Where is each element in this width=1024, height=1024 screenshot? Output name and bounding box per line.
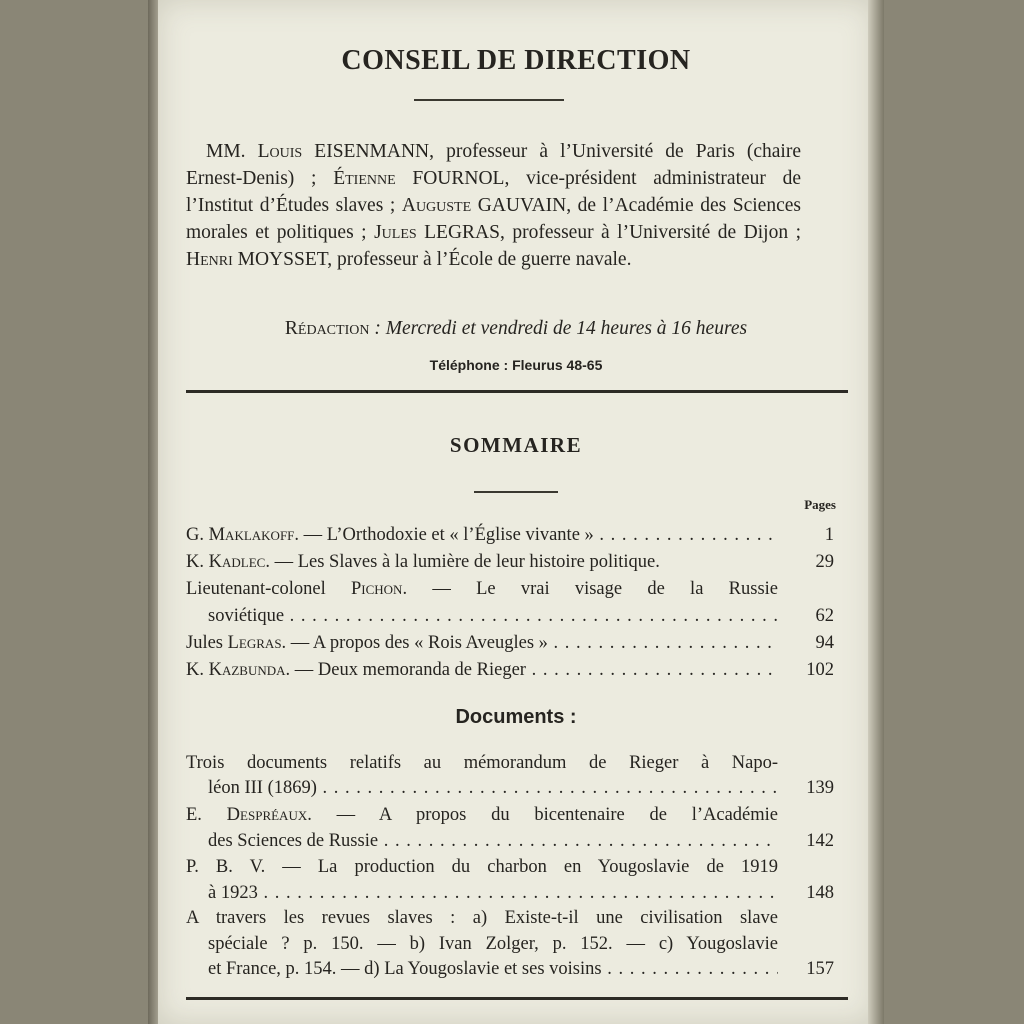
document-entry [186, 750, 834, 777]
toc-entry [186, 522, 834, 549]
council-title: CONSEIL DE DIRECTION [341, 45, 691, 76]
document-title: des Sciences de Russie . . . [186, 828, 778, 855]
member-last-name: LEGRAS [416, 222, 500, 243]
pages-column-label: Pages [804, 497, 836, 512]
section-divider [186, 390, 848, 393]
document-title: A travers les revues slaves : a) Existe-t-il une civilisation slave [186, 908, 778, 928]
page-edge-right [868, 0, 884, 1024]
members-text: , professeur à l’Université de Dijon ; [499, 222, 801, 243]
member-last-name: EISENMANN [302, 141, 430, 162]
toc-title: soviétique . . . [186, 603, 778, 630]
toc-author: K. Kazbunda [186, 660, 286, 680]
document-page: 157 [806, 959, 834, 979]
toc-author: Legras [227, 633, 282, 653]
toc-title: . — A propos des « Rois Aveugles » [281, 633, 548, 653]
bottom-rule [186, 997, 848, 1000]
document-title: spéciale ? p. 150. — b) Ivan Zolger, p. 152. — c) Yougoslavie [208, 934, 778, 954]
document-author: E. Despréaux [186, 805, 308, 825]
member-first-name: Louis [257, 141, 303, 162]
member-first-name: Henri [186, 249, 233, 270]
toc-entry-continuation [186, 603, 834, 630]
toc-title: . — Le vrai visage de la Russie [402, 579, 778, 599]
document-entry-continuation [186, 828, 834, 855]
member-first-name: Jules [374, 222, 417, 243]
members-text: , vice-président administrateur de l’Institut d’Études slaves ; [186, 168, 802, 216]
document-entry [186, 854, 834, 881]
member-first-name: Étienne [333, 168, 396, 189]
document-title: . — A propos du bicentenaire de l’Académie [307, 805, 779, 825]
member-first-name: Auguste [401, 195, 472, 216]
toc-entry [186, 576, 834, 603]
toc-author: Pichon [350, 579, 403, 599]
document-entry [186, 905, 834, 932]
document-title: à 1923 . . . [186, 880, 778, 907]
document-page: 142 [806, 831, 834, 851]
sommaire-heading: SOMMAIRE [449, 433, 583, 457]
document-entry-continuation [186, 931, 834, 958]
document-page: 139 [806, 778, 834, 798]
members-text: MM. [206, 141, 258, 162]
document-title: et France, p. 154. — d) La Yougoslavie et ses voisins . . . [186, 956, 778, 983]
toc-entry [186, 549, 834, 576]
member-last-name: MOYSSET [232, 249, 328, 270]
document-entry-continuation [186, 775, 834, 802]
members-text: , professeur à l’Université de Paris (chaire Ernest-Denis) ; [186, 141, 801, 189]
toc-page: 94 [815, 633, 834, 653]
toc-entry [186, 630, 834, 657]
toc-author: K. Kadlec [186, 552, 266, 572]
document-title: P. B. V. — La production du charbon en Yougoslavie de 1919 [186, 857, 778, 877]
redaction-text: : Mercredi et vendredi de 14 heures à 16 heures [369, 318, 748, 339]
toc-page: 102 [806, 660, 834, 680]
document-title: léon III (1869) . . . [186, 775, 778, 802]
toc-page: 1 [824, 525, 834, 545]
toc-page: 62 [815, 606, 834, 626]
toc-page: 29 [815, 552, 834, 572]
document-entry [186, 802, 834, 829]
member-last-name: FOURNOL [395, 168, 505, 189]
redaction-label: Rédaction [284, 318, 370, 339]
toc-author: G. Maklakoff [186, 525, 295, 545]
title-rule [414, 99, 564, 101]
members-text: , de l’Académie des Sciences morales et politiques ; [186, 195, 801, 243]
document-title: Trois documents relatifs au mémorandum de Rieger à Napo- [186, 753, 778, 773]
members-text: , professeur à l’École de guerre navale. [327, 249, 632, 270]
redaction-hours [158, 318, 874, 340]
document-page: 148 [806, 883, 834, 903]
documents-heading: Documents : [455, 706, 577, 728]
toc-title: . — L’Orthodoxie et « l’Église vivante » [294, 525, 594, 545]
document-page [158, 0, 874, 1024]
toc-author-prefix: Jules [186, 633, 228, 653]
document-entry-continuation [186, 880, 834, 907]
toc-title: . — Deux memoranda de Rieger [285, 660, 526, 680]
document-entry-continuation [186, 956, 834, 983]
toc-title: . — Les Slaves à la lumière de leur histoire politique. [265, 552, 660, 572]
telephone: Téléphone : Fleurus 48-65 [429, 357, 603, 373]
toc-entry [186, 657, 834, 684]
toc-author-prefix: Lieutenant-colonel [186, 579, 351, 599]
council-members [186, 138, 801, 273]
member-last-name: GAUVAIN [471, 195, 567, 216]
sommaire-rule [474, 491, 558, 493]
